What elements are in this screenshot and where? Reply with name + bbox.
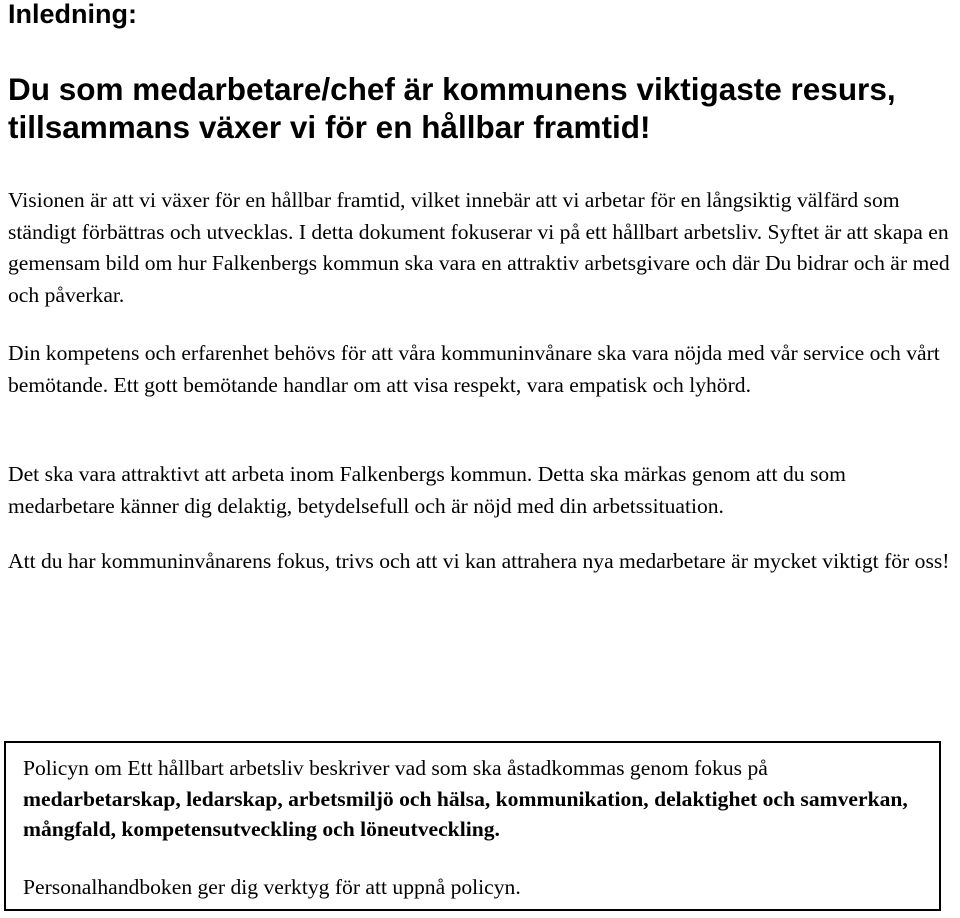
policy-footer-text: Personalhandboken ger dig verktyg för att uppnå policyn. [23, 875, 521, 899]
paragraph-competence: Din kompetens och erfarenhet behövs för att våra kommuninvånare ska vara nöjda med vår service och vårt bemötande. Ett gott bemötande handlar om att visa respekt, vara empatisk och lyhörd. [8, 341, 940, 397]
policy-summary-box [4, 741, 941, 911]
policy-intro-text: Policyn om Ett hållbart arbetsliv beskriver vad som ska åstadkommas genom fokus på [23, 756, 768, 780]
policy-focus-areas: medarbetarskap, ledarskap, arbetsmiljö och hälsa, kommunikation, delaktighet och samverkan, mångfald, kompetensutveckling och löneutveckling. [23, 786, 908, 841]
policy-description [23, 753, 923, 845]
section-heading: Inledning: [8, 0, 137, 29]
page-title: Du som medarbetare/chef är kommunens viktigaste resurs, tillsammans växer vi för en hållbar framtid! [8, 71, 896, 145]
paragraph-attractive-workplace: Det ska vara attraktivt att arbeta inom Falkenbergs kommun. Detta ska märkas genom att du som medarbetare känner dig delaktig, betydelsefull och är nöjd med din arbetssituation. [8, 462, 846, 518]
paragraph-resident-focus: Att du har kommuninvånarens fokus, trivs och att vi kan attrahera nya medarbetare är mycket viktigt för oss! [8, 549, 950, 573]
paragraph-vision: Visionen är att vi växer för en hållbar framtid, vilket innebär att vi arbetar för en långsiktig välfärd som ständigt förbättras och utvecklas. I detta dokument fokuserar vi på ett hållbart arbetsliv. Syftet är att skapa en gemensam bild om hur Falkenbergs kommun ska vara en attraktiv arbetsgivare och där Du bidrar och är med och påverkar. [8, 188, 950, 307]
